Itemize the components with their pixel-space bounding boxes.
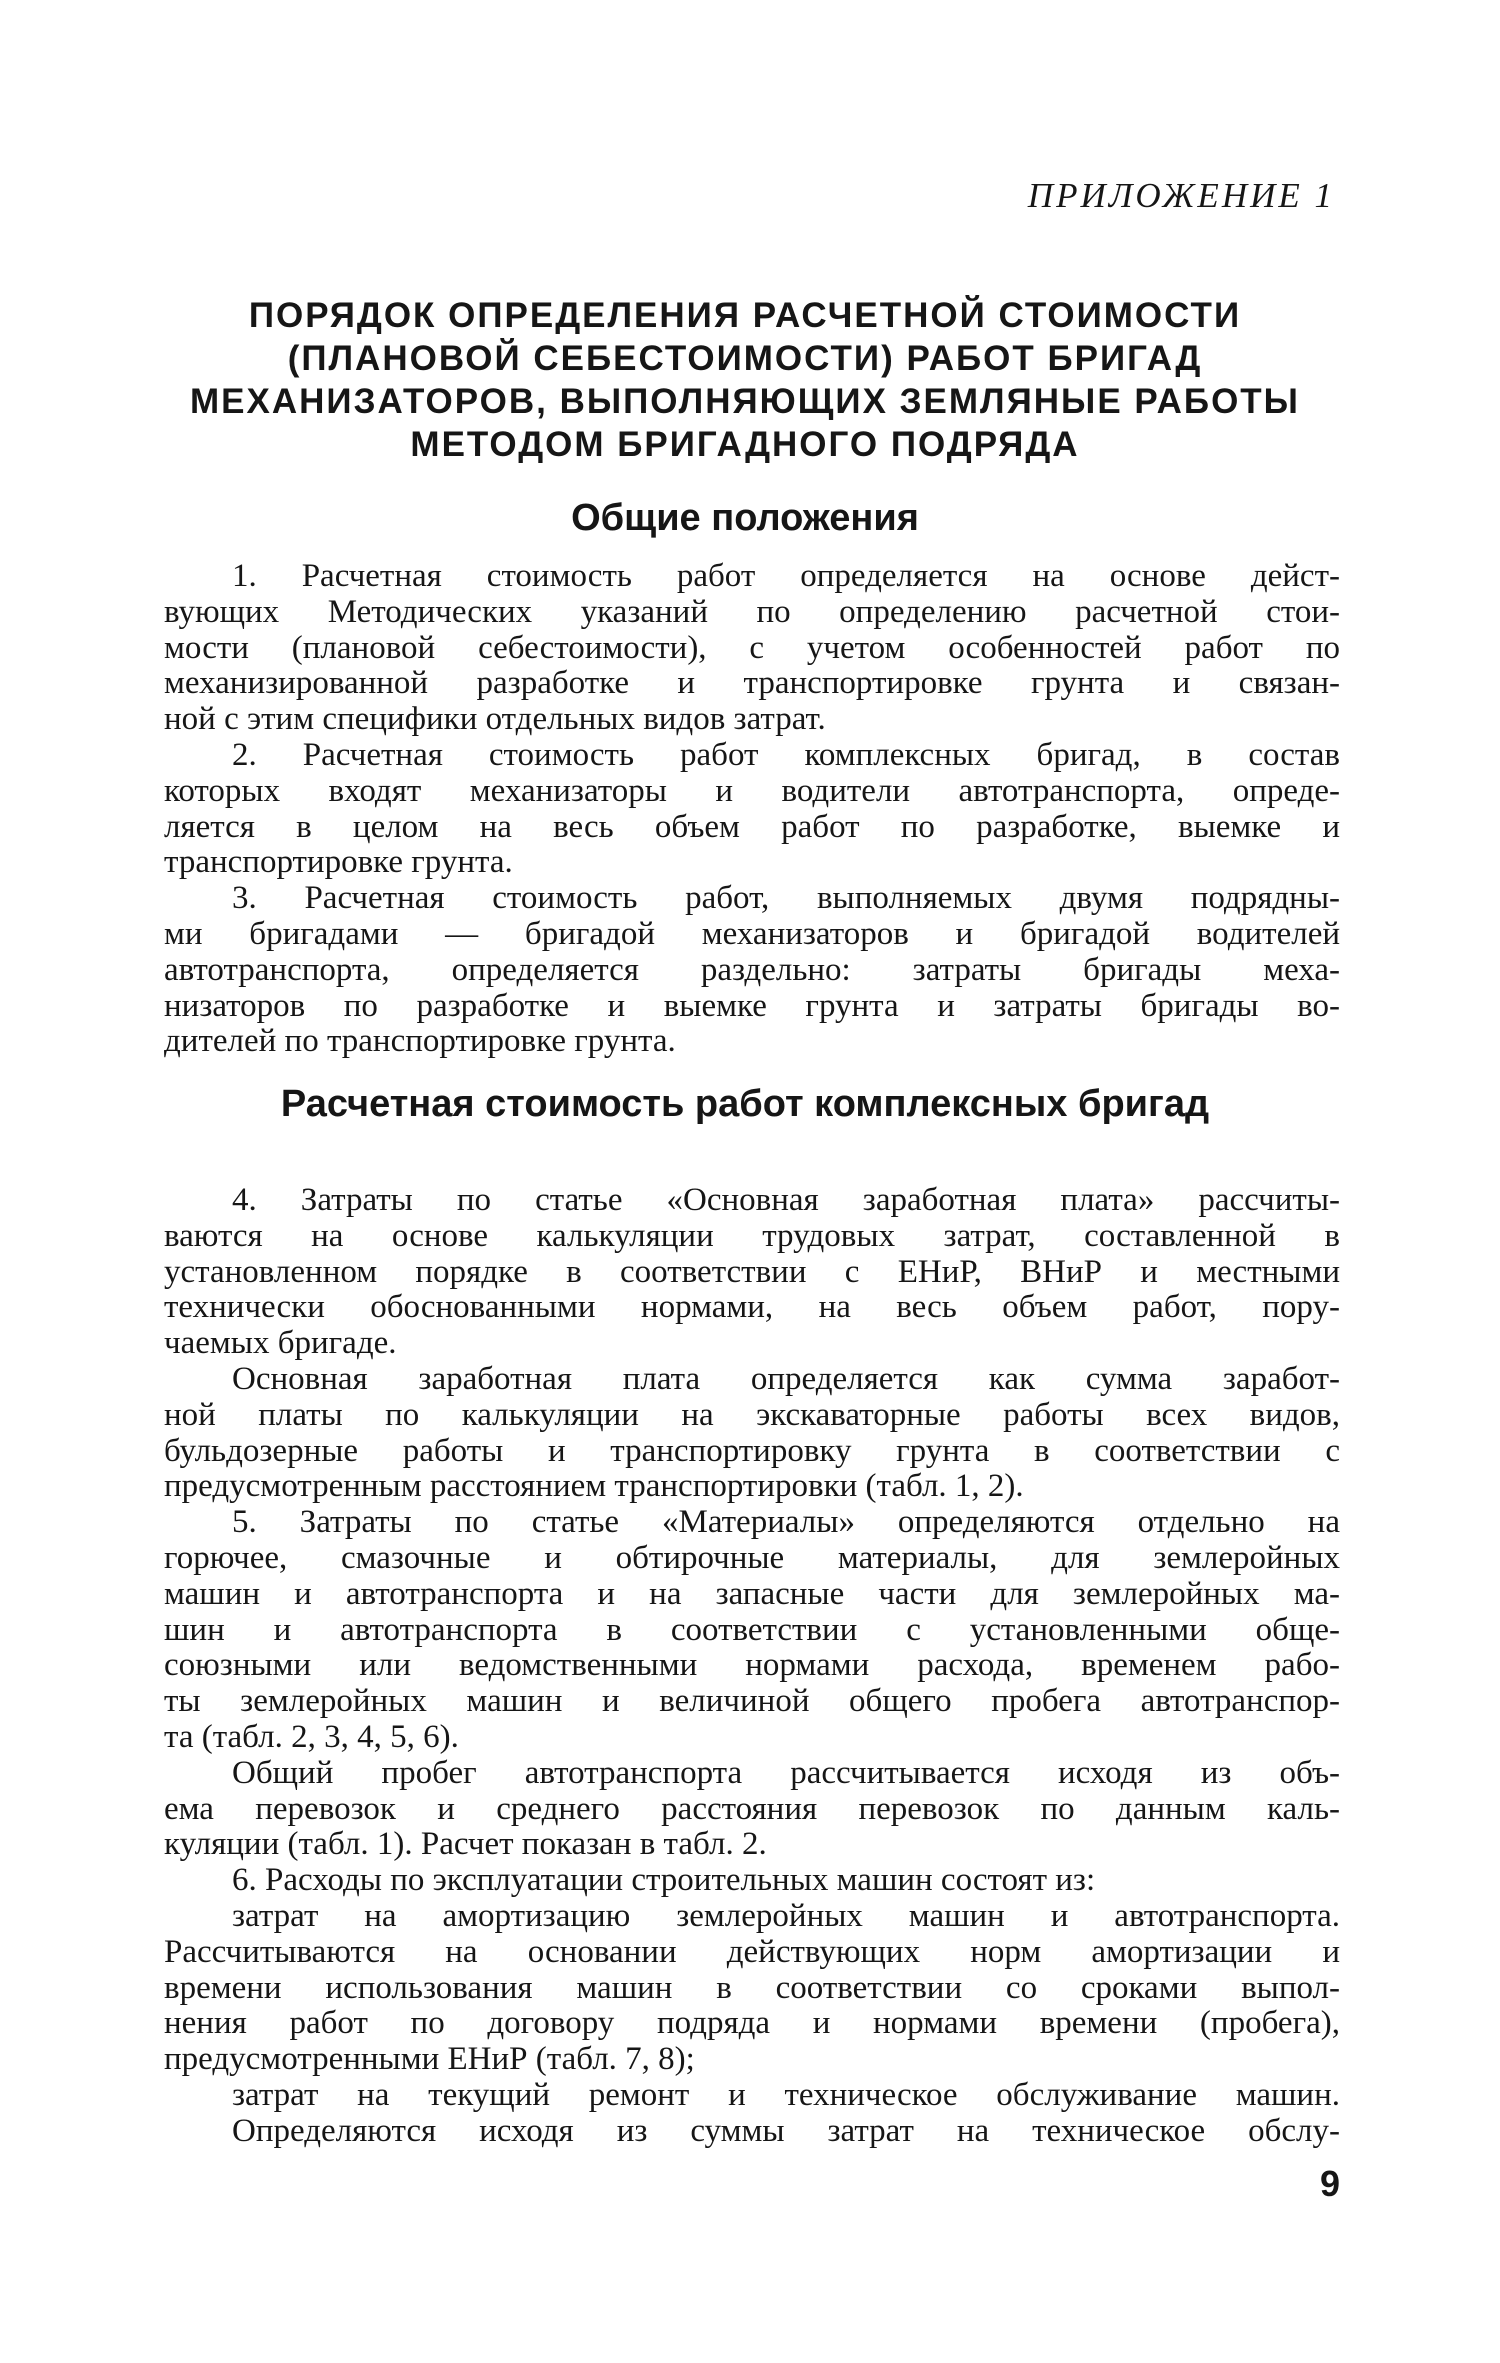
paragraph bbox=[164, 1505, 1340, 1756]
paragraph bbox=[164, 1756, 1340, 1863]
text-line: ной платы по калькуляции на экскаваторные работы всех видов, bbox=[164, 1396, 1340, 1433]
text-line: затрат на текущий ремонт и техническое обслуживание машин. bbox=[232, 2076, 1340, 2113]
text-line: Определяются исходя из суммы затрат на техническое обслу- bbox=[232, 2112, 1340, 2149]
text-line: та (табл. 2, 3, 4, 5, 6). bbox=[164, 1718, 459, 1755]
text-line: союзными или ведомственными нормами расхода, временем рабо- bbox=[164, 1647, 1340, 1684]
text-line: ты землеройных машин и величиной общего пробега автотранспор- bbox=[164, 1683, 1340, 1720]
text-line: шин и автотранспорта в соответствии с установленными обще- bbox=[164, 1611, 1340, 1648]
text-line: предусмотренным расстоянием транспортировки (табл. 1, 2). bbox=[164, 1468, 1024, 1505]
paragraph bbox=[164, 881, 1340, 1060]
text-line: Рассчитываются на основании действующих норм амортизации и bbox=[164, 1933, 1340, 1970]
paragraph bbox=[164, 738, 1340, 881]
text-line: ваются на основе калькуляции трудовых затрат, составленной в bbox=[164, 1217, 1340, 1254]
title-line: МЕХАНИЗАТОРОВ, ВЫПОЛНЯЮЩИХ ЗЕМЛЯНЫЕ РАБОТЫ bbox=[190, 382, 1300, 421]
text-line: ми бригадами — бригадой механизаторов и бригадой водителей bbox=[164, 915, 1340, 952]
section-body-complex-brigades bbox=[164, 1183, 1340, 2150]
text-line: вующих Методических указаний по определению расчетной стои- bbox=[164, 593, 1340, 630]
title-line: ПОРЯДОК ОПРЕДЕЛЕНИЯ РАСЧЕТНОЙ СТОИМОСТИ bbox=[248, 296, 1242, 335]
text-line: чаемых бригаде. bbox=[164, 1325, 397, 1362]
text-line: низаторов по разработке и выемке грунта и затраты бригады во- bbox=[164, 987, 1340, 1024]
text-line: установленном порядке в соответствии с ЕНиР, ВНиР и местными bbox=[164, 1253, 1340, 1290]
text-line: 3. Расчетная стоимость работ, выполняемых двумя подрядны- bbox=[232, 880, 1340, 917]
text-line: предусмотренными ЕНиР (табл. 7, 8); bbox=[164, 2041, 695, 2078]
text-line: затрат на амортизацию землеройных машин и автотранспорта. bbox=[232, 1897, 1340, 1934]
section-body-general bbox=[164, 559, 1340, 1060]
text-line: ляется в целом на весь объем работ по разработке, выемке и bbox=[164, 808, 1340, 845]
text-line: машин и автотранспорта и на запасные части для землеройных ма- bbox=[164, 1575, 1340, 1612]
text-line: горючее, смазочные и обтирочные материалы, для землеройных bbox=[164, 1539, 1340, 1576]
text-line: куляции (табл. 1). Расчет показан в табл. 2. bbox=[164, 1826, 767, 1863]
text-line: Общий пробег автотранспорта рассчитывается исходя из объ- bbox=[232, 1754, 1340, 1791]
text-line: нения работ по договору подряда и нормами времени (пробега), bbox=[164, 2005, 1340, 2042]
paragraph bbox=[164, 1863, 1340, 1899]
text-line: ема перевозок и среднего расстояния перевозок по данным каль- bbox=[164, 1790, 1340, 1827]
text-line: 4. Затраты по статье «Основная заработная плата» рассчиты- bbox=[232, 1182, 1340, 1218]
paragraph bbox=[164, 1899, 1340, 2078]
text-line: 6. Расходы по эксплуатации строительных машин состоят из: bbox=[232, 1862, 1096, 1899]
text-line: 5. Затраты по статье «Материалы» определяются отдельно на bbox=[232, 1504, 1340, 1541]
text-line: дителей по транспортировке грунта. bbox=[164, 1023, 676, 1060]
text-line: 1. Расчетная стоимость работ определяется на основе дейст- bbox=[232, 558, 1340, 594]
text-line: времени использования машин в соответствии со сроками выпол- bbox=[164, 1969, 1340, 2006]
section-heading-complex-brigades: Расчетная стоимость работ комплексных бригад bbox=[280, 1083, 1210, 1125]
text-line: которых входят механизаторы и водители автотранспорта, опреде- bbox=[164, 772, 1340, 809]
page-number: 9 bbox=[1319, 2163, 1340, 2204]
text-line: транспортировке грунта. bbox=[164, 844, 513, 881]
text-line: технически обоснованными нормами, на весь объем работ, пору- bbox=[164, 1289, 1340, 1326]
appendix-label: ПРИЛОЖЕНИЕ 1 bbox=[1027, 176, 1335, 215]
title-line: (ПЛАНОВОЙ СЕБЕСТОИМОСТИ) РАБОТ БРИГАД bbox=[287, 339, 1203, 378]
paragraph bbox=[164, 1362, 1340, 1505]
paragraph bbox=[164, 559, 1340, 738]
text-line: автотранспорта, определяется раздельно: затраты бригады меха- bbox=[164, 951, 1340, 988]
text-line: механизированной разработке и транспортировке грунта и связан- bbox=[164, 665, 1340, 702]
title-line: МЕТОДОМ БРИГАДНОГО ПОДРЯДА bbox=[410, 425, 1080, 464]
section-heading-general: Общие положения bbox=[571, 497, 919, 539]
text-line: мости (плановой себестоимости), с учетом особенностей работ по bbox=[164, 629, 1340, 666]
text-line: 2. Расчетная стоимость работ комплексных бригад, в состав bbox=[232, 736, 1340, 773]
text-line: Основная заработная плата определяется как сумма заработ- bbox=[232, 1360, 1340, 1397]
text-line: ной с этим специфики отдельных видов затрат. bbox=[164, 701, 826, 738]
paragraph bbox=[164, 2078, 1340, 2150]
text-line: бульдозерные работы и транспортировку грунта в соответствии с bbox=[164, 1432, 1340, 1469]
document-title bbox=[150, 294, 1340, 466]
paragraph bbox=[164, 1183, 1340, 1362]
